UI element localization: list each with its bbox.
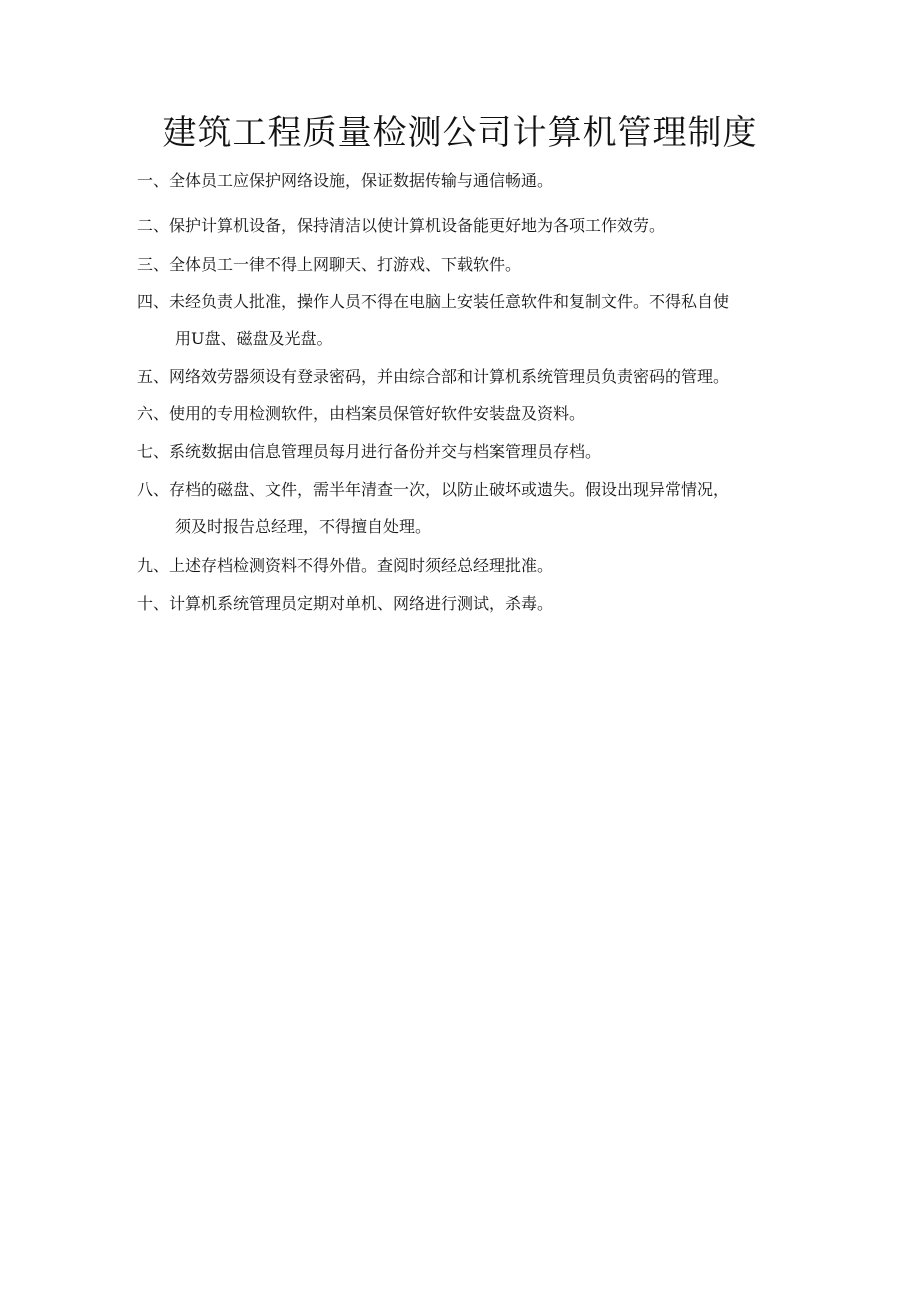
rule-item-3 (137, 255, 787, 275)
rule-text: 保护计算机设备，保持清洁以使计算机设备能更好地为各项工作效劳。 (169, 216, 666, 235)
rule-number: 四、 (137, 292, 170, 311)
rule-text: 系统数据由信息管理员每月进行备份并交与档案管理员存档。 (169, 442, 602, 461)
rule-item-7 (137, 442, 787, 462)
rule-number: 十、 (137, 594, 170, 613)
rule-number: 七、 (137, 442, 170, 461)
rule-text: 全体员工应保护网络设施，保证数据传输与通信畅通。 (169, 171, 554, 190)
rule-item-6 (137, 404, 787, 424)
rule-continuation: 用U盘、磁盘及光盘。 (175, 329, 333, 348)
rule-text: 计算机系统管理员定期对单机、网络进行测试，杀毒。 (169, 594, 554, 613)
rule-text: 上述存档检测资料不得外借。查阅时须经总经理批准。 (169, 556, 554, 575)
rule-item-8 (137, 480, 787, 537)
rule-item-2 (137, 216, 787, 236)
rule-number: 一、 (137, 171, 170, 190)
rule-number: 二、 (137, 216, 170, 235)
rule-item-4 (137, 292, 787, 349)
rule-text: 使用的专用检测软件，由档案员保管好软件安装盘及资料。 (169, 404, 586, 423)
rule-number: 九、 (137, 556, 170, 575)
rule-item-5 (137, 367, 787, 387)
rule-item-9 (137, 556, 787, 576)
rule-continuation: 须及时报告总经理，不得擅自处理。 (175, 517, 432, 536)
rule-number: 八、 (137, 480, 170, 499)
rule-text: 未经负责人批准，操作人员不得在电脑上安装任意软件和复制文件。不得私自使 (169, 292, 730, 311)
rule-number: 三、 (137, 255, 170, 274)
rule-text: 存档的磁盘、文件，需半年清查一次，以防止破坏或遗失。假设出现异常情况， (169, 480, 730, 499)
document-title: 建筑工程质量检测公司计算机管理制度 (162, 113, 758, 153)
rule-item-1 (137, 171, 787, 191)
rule-item-10 (137, 594, 787, 614)
rule-number: 六、 (137, 404, 170, 423)
rule-number: 五、 (137, 367, 170, 386)
rule-text: 网络效劳器须设有登录密码，并由综合部和计算机系统管理员负责密码的管理。 (169, 367, 730, 386)
rule-text: 全体员工一律不得上网聊天、打游戏、下载软件。 (169, 255, 522, 274)
